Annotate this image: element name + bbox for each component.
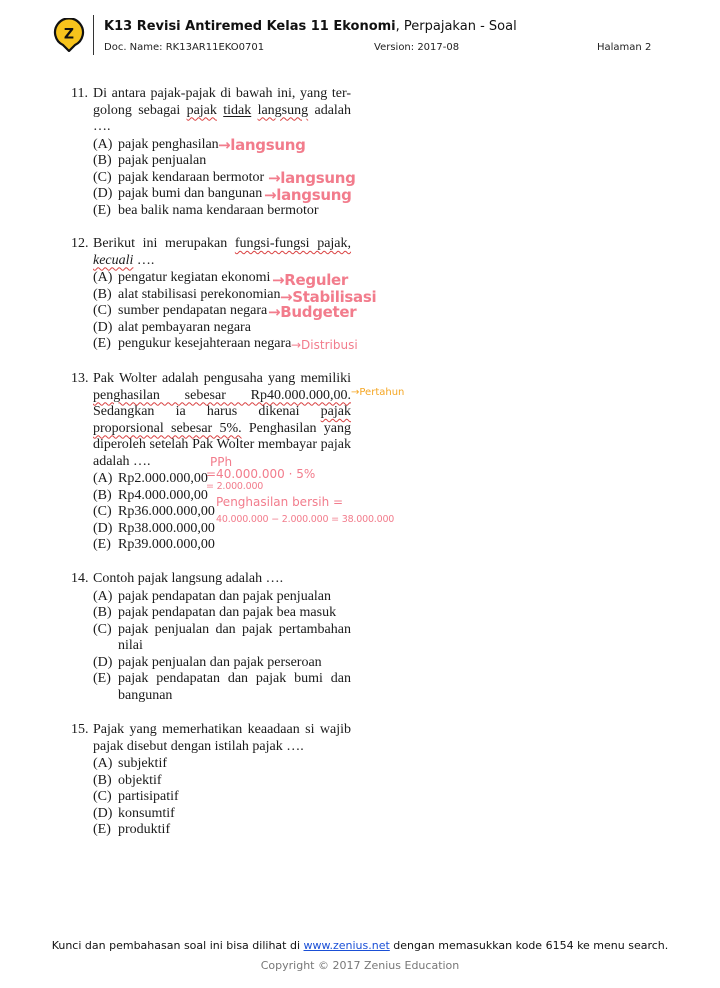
annotation-langsung-a: →langsung <box>218 136 306 154</box>
annotation-stabilisasi: →Stabilisasi <box>280 288 377 306</box>
option-a[interactable]: (A) Rp2.000.000,00 <box>93 471 208 486</box>
page-number: Halaman 2 <box>597 42 652 53</box>
annotation-penghasilan-bersih: Penghasilan bersih = <box>216 495 344 509</box>
option-b[interactable]: (B) pajak penjualan <box>93 153 351 170</box>
doc-version: Version: 2017-08 <box>374 42 460 53</box>
question-stem: Contoh pajak langsung adalah …. <box>93 571 284 586</box>
annotation-reguler: →Reguler <box>272 271 349 289</box>
header-divider <box>93 15 94 55</box>
option-e[interactable]: (E) bea balik nama kendaraan bermotor <box>93 202 319 218</box>
annotation-pph-result: = 2.000.000 <box>206 481 264 492</box>
option-c[interactable]: (C) pajak penjualan dan pajak pertambahan nilai <box>93 621 351 653</box>
question-stem: Di antara pajak-pajak di bawah ini, yang ter-golong sebagai pajak tidak langsung adalah …. <box>93 86 352 134</box>
option-c[interactable]: (C) pajak kendaraan bermotor <box>93 169 265 185</box>
annotation-distribusi: →Distribusi <box>291 338 358 352</box>
option-c[interactable]: (C) partisipatif <box>93 789 179 804</box>
annotation-pph: PPh <box>210 455 233 469</box>
option-b[interactable]: (B) pajak pendapatan dan pajak bea masuk <box>93 605 337 620</box>
title-bold: K13 Revisi Antiremed Kelas 11 Ekonomi <box>104 19 396 34</box>
annotation-pph-calc: =40.000.000 · 5% <box>206 467 316 481</box>
option-a[interactable]: (A) pengatur kegiatan ekonomi <box>93 270 271 285</box>
footer-note: Kunci dan pembahasan soal ini bisa dilihat di www.zenius.net dengan memasukkan kode 6154 ke menu search. <box>51 939 669 952</box>
option-d[interactable]: (D) pajak bumi dan bangunan <box>93 186 263 201</box>
annotation-budgeter: →Budgeter <box>268 303 357 321</box>
option-a[interactable]: (A) subjektif <box>93 756 351 773</box>
option-d[interactable]: (D) konsumtif <box>93 805 175 821</box>
annotation-pertahun: →Pertahun <box>351 387 405 398</box>
options-list <box>93 756 351 839</box>
doc-name: Doc. Name: RK13AR11EKO0701 <box>104 42 265 53</box>
option-e[interactable]: (E) Rp39.000.000,00 <box>93 537 215 552</box>
question-15 <box>71 722 351 839</box>
option-d[interactable]: (D) pajak penjualan dan pajak perseroan <box>93 654 322 670</box>
zenius-link[interactable]: www.zenius.net <box>303 939 390 952</box>
question-number: 13. <box>71 371 89 386</box>
question-number: 11. <box>71 86 88 101</box>
option-b[interactable]: (B) alat stabilisasi perekonomian <box>93 286 281 302</box>
logo-letter: Z <box>63 26 75 43</box>
annotation-langsung-c: →langsung <box>268 169 356 187</box>
question-number: 12. <box>71 236 89 251</box>
option-c[interactable]: (C) sumber pendapatan negara <box>93 303 268 318</box>
title-rest: , Perpajakan - Soal <box>395 19 517 34</box>
question-number: 14. <box>71 571 89 586</box>
copyright: Copyright © 2017 Zenius Education <box>260 959 460 972</box>
option-b[interactable]: (B) Rp4.000.000,00 <box>93 487 208 503</box>
option-a[interactable]: (A) pajak pendapatan dan pajak penjualan <box>93 588 332 604</box>
question-14 <box>71 571 351 704</box>
option-d[interactable]: (D) Rp38.000.000,00 <box>93 521 351 538</box>
option-c[interactable]: (C) Rp36.000.000,00 <box>93 504 215 519</box>
option-d[interactable]: (D) alat pembayaran negara <box>93 320 351 337</box>
annotation-net-calc: 40.000.000 − 2.000.000 = 38.000.000 <box>216 514 395 525</box>
question-stem: Pajak yang memerhatikan keaadaan si wajib pajak disebut dengan istilah pajak …. <box>93 722 351 754</box>
zenius-logo <box>53 18 85 52</box>
option-e[interactable]: (E) produktif <box>93 822 171 837</box>
question-stem: Berikut ini merupakan fungsi-fungsi pajak, kecuali …. <box>93 236 352 268</box>
options-list <box>93 589 351 705</box>
option-b[interactable]: (B) objektif <box>93 772 162 788</box>
option-a[interactable]: (A) pajak penghasilan <box>93 136 219 152</box>
question-number: 15. <box>71 722 89 737</box>
option-e[interactable]: (E) pengukur kesejahteraan negara <box>93 336 292 351</box>
question-stem: Pak Wolter adalah pengusaha yang memiliki penghasilan sebesar Rp40.000.000,00. Sedangkan ia harus dikenai pajak proporsional sebesar 5%. Penghasilan yang diperoleh setelah Pak Wolter membayar pajak adalah …. <box>93 371 351 469</box>
annotation-langsung-d: →langsung <box>264 186 352 204</box>
document-title <box>104 19 517 34</box>
option-e[interactable]: (E) pajak pendapatan dan pajak bumi dan bangunan <box>93 671 351 704</box>
